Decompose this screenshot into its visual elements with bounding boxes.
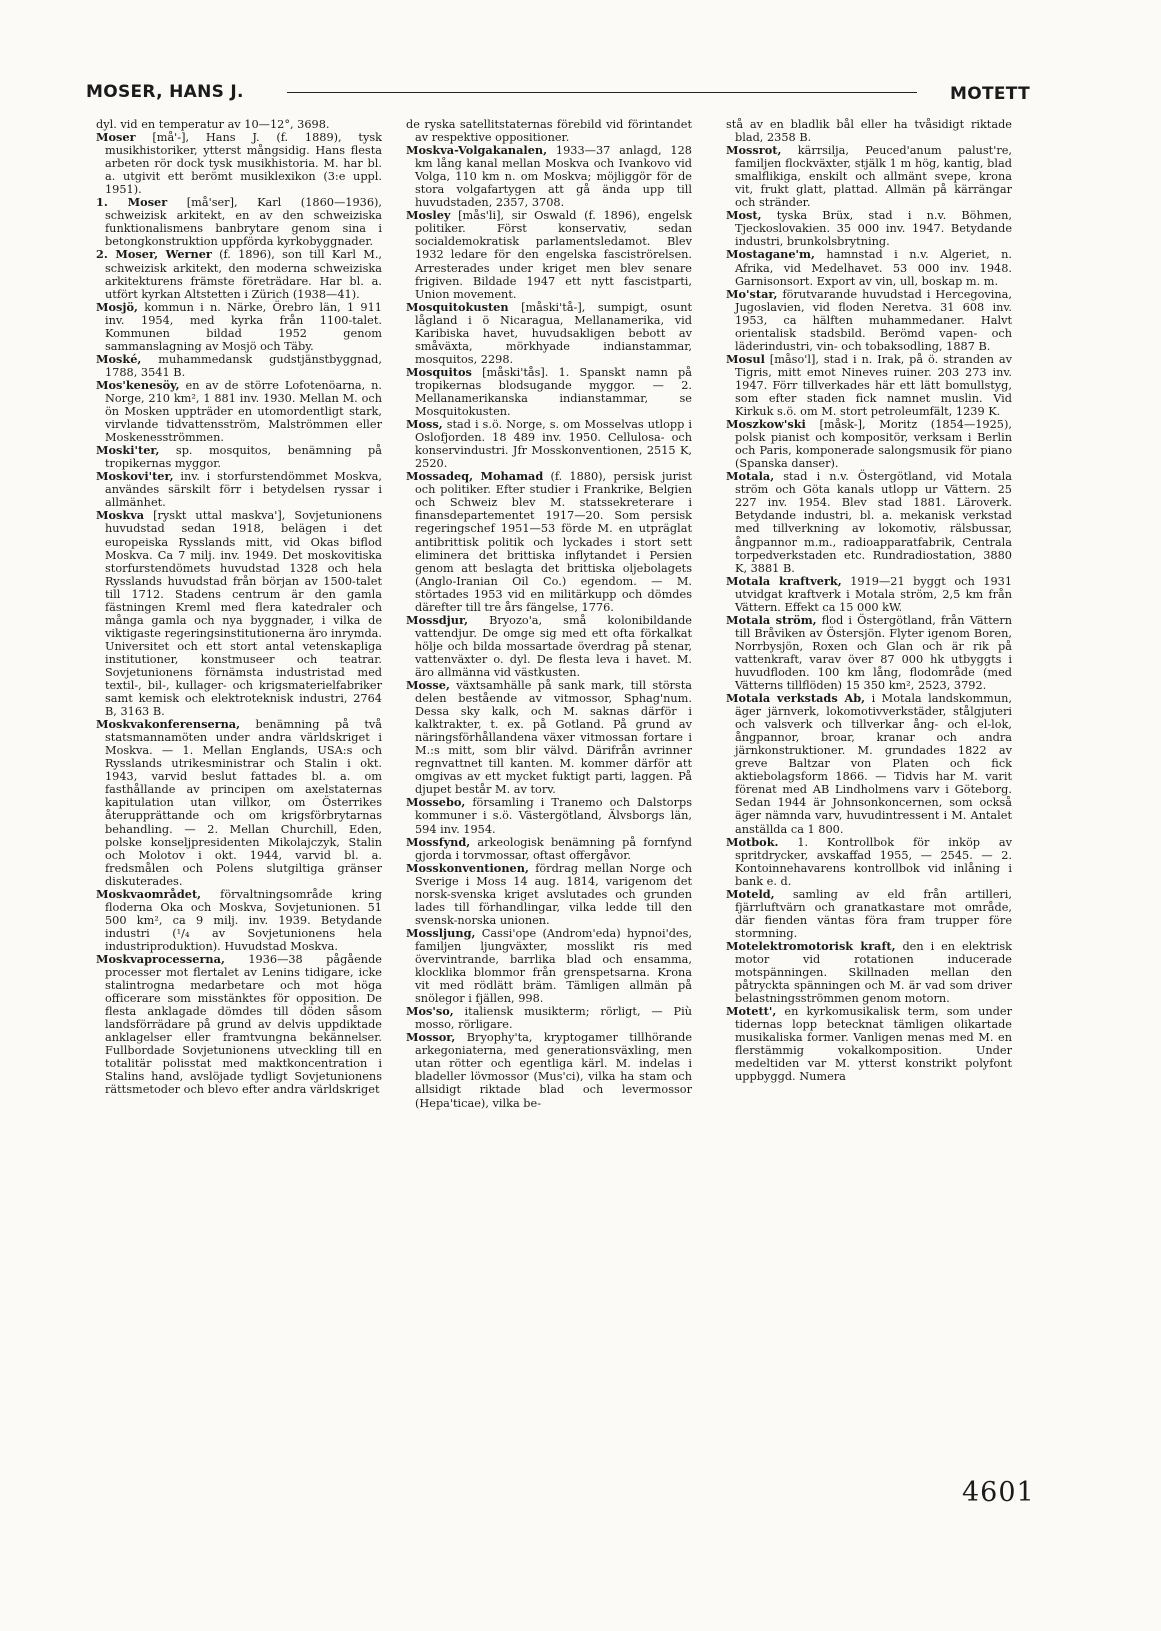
entry-headword: Mosley bbox=[406, 208, 451, 223]
entry-text: (f. 1880), persisk jurist och politiker. Efter studier i Frankrike, Belgien och Schweiz blev M. statssekreterare i finansdepartementet 1917—20. Som persisk regeringschef 1951—53 förde M. en utpräglat antibrittisk politik och lyckades i stort sett eliminera det brittiska inflytandet i Persien genom att beslagta det brittiska oljebolagets (Anglo-Iranian Oil Co.) egendom. — M. störtades 1953 vid en militärkupp och dömdes därefter till tre års fängelse, 1776. bbox=[415, 470, 693, 614]
entry-headword: Mos'kenesöy, bbox=[96, 377, 180, 392]
entry-headword: Moské, bbox=[96, 351, 142, 366]
header-right-guide-word: MOTETT bbox=[950, 84, 1030, 104]
dictionary-entry bbox=[726, 144, 1012, 209]
entry-text: muhammedansk gudstjänstbyggnad, 1788, 3541 B. bbox=[105, 352, 382, 379]
entry-headword: Most, bbox=[726, 208, 762, 223]
dictionary-entry bbox=[406, 301, 692, 366]
dictionary-entry bbox=[406, 366, 692, 418]
dictionary-entry bbox=[96, 953, 382, 1097]
entry-headword: Moser bbox=[96, 130, 136, 145]
entry-headword: Motett', bbox=[726, 1004, 777, 1019]
dictionary-entry bbox=[726, 888, 1012, 940]
dictionary-entry bbox=[96, 118, 382, 131]
entry-headword: Mosjö, bbox=[96, 299, 138, 314]
entry-text: 1. Kontrollbok för inköp av spritdrycker, avskaffad 1955, — 2545. — 2. Kontoinnehavarens kontrollbok vid inlåning i bank e. d. bbox=[735, 835, 1012, 888]
entry-headword: Moteld, bbox=[726, 886, 775, 901]
entry-headword: Mossadeq, Mohamad bbox=[406, 469, 544, 484]
entry-text: en kyrkomusikalisk term, som under tidernas lopp betecknat tämligen olikartade musikaliska former. Vanligen menas med M. en flerstämmig vokalkomposition. Under medeltiden var M. ytterst konstrikt polyfont uppbyggd. Numera bbox=[735, 1005, 1012, 1084]
entry-text: förutvarande huvudstad i Hercegovina, Jugoslavien, vid floden Neretva. 31 608 inv. 1953, ca hälften muhammedaner. Halvt orientalisk stadsbild. Berömd vapen- och läderindustri, vin- och tobaksodling, 1887 B. bbox=[735, 287, 1013, 353]
entry-headword: Moskva bbox=[96, 508, 145, 523]
dictionary-entry bbox=[726, 614, 1012, 692]
dictionary-entry bbox=[96, 196, 382, 248]
entry-text: den i en elektrisk motor vid rotationen inducerade motspänningen. Skillnaden mellan den påtryckta spänningen och M. är vad som driver belastningsströmmen genom motorn. bbox=[735, 939, 1013, 1006]
dictionary-entry bbox=[96, 353, 382, 379]
dictionary-entry bbox=[406, 796, 692, 835]
dictionary-entry bbox=[96, 248, 382, 300]
entry-text: växtsamhälle på sank mark, till största delen bestående av vitmossor, Sphag'num. Dessa sky kalk, och M. saknas därför i kalktrakter, t. ex. på Gotland. På grund av näringsförhållandena växer vitmossan fortare i M.:s mitt, som blir välvd. Därifrån avrinner regnvattnet till kanten. M. kommer därför att omgivas av ett mycket fuktigt parti, laggen. På djupet består M. av torv. bbox=[415, 679, 693, 797]
entry-text: italiensk musikterm; rörligt, — Più mosso, rörligare. bbox=[415, 1005, 693, 1032]
entry-text: i Motala landskommun, äger järnverk, lokomotivverkstäder, stålgjuteri och valsverk och tillverkar ång- och el-lok, ångpannor, broar, kranar och andra järnkonstruktioner. M. grundades 1822 av greve Baltzar von Platen och fick aktiebolagsform 1866. — Tidvis har M. varit förenat med AB Lindholmens varv i Göteborg. Sedan 1944 är Johnsonkoncernen, som också äger nämnda varv, huvudintressent i M. Antalet anställda ca 1 800. bbox=[735, 692, 1013, 836]
dictionary-entry bbox=[726, 575, 1012, 614]
dictionary-entry bbox=[726, 209, 1012, 248]
entry-text: de ryska satellitstaternas förebild vid förintandet av respektive oppositioner. bbox=[406, 118, 692, 145]
entry-headword: Mossebo, bbox=[406, 795, 466, 810]
entry-headword: 1. Moser bbox=[96, 195, 168, 210]
entry-text: flod i Östergötland, från Vättern till Bråviken av Östersjön. Flyter igenom Boren, Norrbysjön, Roxen och Glan och är rik på vattenkraft, varav över 87 000 hk utbyggts i huvudfloden. 100 km lång, flodområde (med Vätterns tillflöden) 15 350 km², 2523, 3792. bbox=[735, 613, 1012, 693]
dictionary-entry bbox=[406, 679, 692, 796]
text-column-2 bbox=[406, 118, 692, 1110]
entry-text: församling i Tranemo och Dalstorps kommuner i s.ö. Västergötland, Älvsborgs län, 594 inv. 1954. bbox=[415, 796, 693, 836]
entry-headword: Moskvakonferenserna, bbox=[96, 717, 241, 732]
dictionary-entry bbox=[96, 301, 382, 353]
entry-text: inv. i storfurstendömmet Moskva, användes särskilt förr i betydelsen ryssar i allmänhet. bbox=[105, 470, 382, 510]
entry-text: benämning på två statsmannamöten under andra världskriget i Moskva. — 1. Mellan Englands, USA:s och Rysslands utrikesministrar och Stalin i okt. 1943, varvid beslut fattades bl. a. om fasthållande av principen om axelstaternas kapitulation utan villkor, om Österrikes återupprättande och om krigsförbrytarnas behandling. — 2. Mellan Churchill, Eden, polske konseljpresidenten Mikolajczyk, Stalin och Molotov i okt. 1944, varvid bl. a. fredsmålen och Polens slutgiltiga gränser diskuterades. bbox=[105, 718, 383, 888]
dictionary-entry bbox=[406, 144, 692, 209]
header-rule bbox=[287, 92, 917, 93]
entry-text: 1919—21 byggt och 1931 utvidgat kraftverk i Motala ström, 2,5 km från Vättern. Effekt ca 15 000 kW. bbox=[735, 574, 1013, 614]
entry-headword: Mossfynd, bbox=[406, 834, 471, 849]
dictionary-entry bbox=[726, 288, 1012, 353]
entry-text: sp. mosquitos, benämning på tropikernas myggor. bbox=[105, 444, 383, 471]
entry-text: Bryozo'a, små kolonibildande vattendjur. De omge sig med ett ofta förkalkat hölje och bilda mossartade överdrag på stenar, vattenväxter o. dyl. De flesta leva i havet. M. äro allmänna vid västkusten. bbox=[415, 613, 692, 679]
entry-text: Cassi'ope (Androm'eda) hypnoi'des, familjen ljungväxter, mosslikt ris med övervintrande, barrlika blad och ensamma, klocklika blommor från grenspetsarna. Krona vit med rödlätt bräm. Tämligen allmän på snölegor i fjällen, 998. bbox=[415, 926, 693, 1006]
entry-text: [måski'tå-], sumpigt, osunt lågland i ö Nicaragua, Mellanamerika, vid Karibiska havet, huvudsakligen bebott av småväxta, mörkhyade indianstammar, mosquitos, 2298. bbox=[415, 300, 693, 366]
dictionary-entry bbox=[726, 836, 1012, 888]
entry-headword: Moskva-Volgakanalen, bbox=[406, 143, 548, 158]
dictionary-entry bbox=[726, 418, 1012, 470]
dictionary-entry bbox=[726, 470, 1012, 574]
entry-text: stad i n.v. Östergötland, vid Motala ström och Göta kanals utlopp ur Vättern. 25 227 inv. 1954. Blev stad 1881. Läroverk. Betydande industri, bl. a. mekanisk verkstad med tillverkning av lokomotiv, rälsbussar, ångpannor m.m., radioapparatfabrik, Centrala torpedverkstaden etc. Rundradiostation, 3880 K, 3881 B. bbox=[735, 470, 1012, 575]
entry-headword: Mosquitos bbox=[406, 364, 472, 379]
entry-headword: Motala kraftverk, bbox=[726, 573, 842, 588]
entry-headword: Mosskonventionen, bbox=[406, 860, 529, 875]
dictionary-entry bbox=[96, 718, 382, 888]
entry-text: [mås'li], sir Oswald (f. 1896), engelsk politiker. Först konservativ, sedan socialdemokratisk parlamentsledamot. Blev 1932 ledare för den engelska fasciströrelsen. Arresterades under kriget men blev senare frigiven. Bildade 1947 ett nytt fascistparti, Union movement. bbox=[415, 209, 693, 301]
entry-text: kärrsilja, Peuced'anum palust're, familjen flockväxter, stjälk 1 m hög, kantig, blad smalflikiga, enskilt och allmänt svepe, krona vit, frukt glatt, plattad. Allmän på kärrängar och stränder. bbox=[735, 144, 1012, 210]
entry-text: 1936—38 pågående processer mot flertalet av Lenins tidigare, icke stalintrogna medarbetare och mot höga officerare som misstänktes för opposition. De flesta anklagade dömdes till döden såsom landsförrädare på grund av delvis uppdiktade anklagelser eller framtvungna bekännelser. Fullbordade Sovjetunionens utveckling till en totalitär polisstat med maktkoncentration i Stalins hand, avslöjade tydligt Sovjetunionens rättsmetoder och blevo efter andra världskriget bbox=[105, 953, 382, 1097]
entry-headword: Mossor, bbox=[406, 1030, 456, 1045]
dictionary-entry bbox=[726, 118, 1012, 144]
entry-text: [ryskt uttal maskva'], Sovjetunionens huvudstad sedan 1918, belägen i det europeiska Rysslands mitt, vid Okas biflod Moskva. Ca 7 milj. inv. 1949. Det moskovitiska storfurstendömets huvudstad 1328 och hela Rysslands huvudstad från början av 1500-talet till 1712. Stadens centrum är den gamla fästningen Kreml med flera katedraler och många gamla och nya byggnader, i vilka de viktigaste regeringsinstitutionerna äro inrymda. Universitet och ett stort antal vetenskapliga institutioner, konstmuseer och teatrar. Sovjetunionens förnämsta industristad med textil-, bil-, kullager- och krigsmaterielfabriker samt kemisk och elektroteknisk industri, 2764 B, 3163 B. bbox=[105, 509, 383, 719]
dictionary-entry bbox=[726, 1005, 1012, 1083]
entry-headword: Mosquitokusten bbox=[406, 299, 509, 314]
entry-headword: Mossrot, bbox=[726, 143, 782, 158]
entry-text: dyl. vid en temperatur av 10—12°, 3698. bbox=[96, 118, 330, 131]
dictionary-entry bbox=[96, 470, 382, 509]
entry-headword: Mossljung, bbox=[406, 925, 476, 940]
dictionary-entry bbox=[726, 353, 1012, 418]
entry-text: hamnstad i n.v. Algeriet, n. Afrika, vid Medelhavet. 53 000 inv. 1948. Garnisonsort. Export av vin, ull, boskap m. m. bbox=[735, 248, 1012, 288]
dictionary-entry bbox=[726, 692, 1012, 836]
dictionary-entry bbox=[726, 248, 1012, 287]
entry-text: arkeologisk benämning på fornfynd gjorda i torvmossar, oftast offergåvor. bbox=[415, 835, 693, 862]
entry-headword: Motala verkstads Ab, bbox=[726, 691, 866, 706]
dictionary-entry bbox=[406, 1005, 692, 1031]
header-left-guide-word: MOSER, HANS J. bbox=[86, 82, 244, 102]
entry-text: [må'ser], Karl (1860—1936), schweizisk arkitekt, en av den schweiziska funktionalismens banbrytare genom sina i betongkonstruktion uppförda kyrkobyggnader. bbox=[105, 196, 383, 249]
entry-text: (f. 1896), son till Karl M., schweizisk arkitekt, den moderna schweiziska arkitekturens främste företrädare. Har bl. a. utfört kyrkan Altstetten i Zürich (1938—41). bbox=[105, 248, 383, 301]
entry-text: kommun i n. Närke, Örebro län, 1 911 inv. 1954, med kyrka från 1100-talet. Kommunen bildad 1952 genom sammanslagning av Mosjö och Täby. bbox=[105, 300, 382, 353]
entry-text: fördrag mellan Norge och Sverige i Moss 14 aug. 1814, varigenom det norsk-svenska kriget avslutades och grunden lades till förhandlingar, vilka ledde till den svensk-norska unionen. bbox=[415, 861, 693, 927]
dictionary-entry bbox=[406, 862, 692, 927]
entry-text: Bryophy'ta, kryptogamer tillhörande arkegoniaterna, med generationsväxling, men utan rötter och egentliga kärl. M. indelas i bladeller lövmossor (Mus'ci), vilka ha stam och allsidigt riktade blad och levermossor (Hepa'ticae), vilka be- bbox=[415, 1031, 692, 1110]
entry-text: [måso'l], stad i n. Irak, på ö. stranden av Tigris, mitt emot Nineves ruiner. 203 273 inv. 1947. Förr tillverkades här ett lätt bomullstyg, som efter staden fick namnet muslin. Vid Kirkuk s.ö. om M. stort petroleumfält, 1239 K. bbox=[735, 352, 1013, 419]
dictionary-entry bbox=[96, 509, 382, 718]
entry-headword: Moskvaområdet, bbox=[96, 886, 202, 901]
text-column-3 bbox=[726, 118, 1012, 1083]
page-header bbox=[86, 82, 1030, 104]
entry-headword: Mosse, bbox=[406, 678, 450, 693]
dictionary-entry bbox=[406, 1031, 692, 1109]
entry-headword: Mossdjur, bbox=[406, 612, 469, 627]
entry-headword: Mosul bbox=[726, 351, 765, 366]
dictionary-entry bbox=[96, 888, 382, 953]
entry-text: samling av eld från artilleri, fjärrluftvärn och granatkastare mot område, där fienden väntas föra fram trupper före stormning. bbox=[735, 887, 1012, 940]
dictionary-entry bbox=[406, 118, 692, 144]
entry-text: stad i s.ö. Norge, s. om Mosselvas utlopp i Oslofjorden. 18 489 inv. 1950. Cellulosa- och konservindustri. Jfr Mosskonventionen, 2515 K, 2520. bbox=[415, 418, 692, 471]
entry-headword: Moski'ter, bbox=[96, 443, 160, 458]
entry-text: en av de större Lofotenöarna, n. Norge, 210 km², 1 881 inv. 1930. Mellan M. och ön Mosken uppträder en utomordentligt stark, virvlande tidvattensström, Malströmmen eller Moskenesströmmen. bbox=[105, 378, 382, 445]
entry-headword: Motala ström, bbox=[726, 612, 817, 627]
entry-headword: Motala, bbox=[726, 469, 775, 484]
entry-text: [måski'tås]. 1. Spanskt namn på tropikernas blodsugande myggor. — 2. Mellanamerikanska indianstammar, se Mosquitokusten. bbox=[415, 365, 693, 419]
entry-headword: Moss, bbox=[406, 417, 443, 432]
entry-headword: Motelektromotorisk kraft, bbox=[726, 938, 896, 953]
dictionary-entry bbox=[96, 444, 382, 470]
dictionary-entry bbox=[726, 940, 1012, 1005]
entry-headword: Moskvaprocesserna, bbox=[96, 952, 225, 966]
entry-headword: Mostagane'm, bbox=[726, 247, 815, 262]
entry-text: tyska Brüx, stad i n.v. Böhmen, Tjeckoslovakien. 35 000 inv. 1947. Betydande industri, brunkolsbrytning. bbox=[735, 209, 1012, 249]
dictionary-entry bbox=[406, 836, 692, 862]
dictionary-entry bbox=[406, 927, 692, 1005]
text-column-1 bbox=[96, 118, 382, 1097]
entry-headword: Motbok. bbox=[726, 834, 779, 849]
entry-text: 1933—37 anlagd, 128 km lång kanal mellan Moskva och Ivankovo vid Volga, 110 km n. om Moskva; möjliggör för de stora volgafartygen att gå ända upp till huvudstaden, 2357, 3708. bbox=[415, 144, 692, 210]
entry-headword: Mos'so, bbox=[406, 1004, 454, 1019]
page-number: 4601 bbox=[962, 1477, 1035, 1508]
entry-headword: 2. Moser, Werner bbox=[96, 247, 212, 262]
entry-text: [måsk-], Moritz (1854—1925), polsk pianist och kompositör, verksam i Berlin och Paris, komponerade salongsmusik för piano (Spanska danser). bbox=[735, 418, 1012, 471]
entry-text: stå av en bladlik bål eller ha tvåsidigt riktade blad, 2358 B. bbox=[726, 118, 1012, 145]
dictionary-entry bbox=[406, 209, 692, 300]
dictionary-entry bbox=[406, 470, 692, 614]
entry-headword: Mo'star, bbox=[726, 286, 778, 301]
dictionary-entry bbox=[96, 379, 382, 444]
dictionary-entry bbox=[406, 614, 692, 679]
entry-headword: Moszkow'ski bbox=[726, 417, 806, 432]
entry-text: förvaltningsområde kring floderna Oka och Moskva, Sovjetunionen. 51 500 km², ca 9 milj. inv. 1939. Betydande industri (¹/₄ av Sovjetunionens hela industriproduktion). Huvudstad Moskva. bbox=[105, 887, 383, 953]
dictionary-entry bbox=[406, 418, 692, 470]
dictionary-entry bbox=[96, 131, 382, 196]
entry-headword: Moskovi'ter, bbox=[96, 469, 174, 484]
entry-text: [må'-], Hans J. (f. 1889), tysk musikhistoriker, ytterst mångsidig. Hans flesta arbeten rör dock tysk musikhistoria. M. har bl. a. utgivit ett berömt musiklexikon (3:e uppl. 1951). bbox=[105, 131, 382, 197]
